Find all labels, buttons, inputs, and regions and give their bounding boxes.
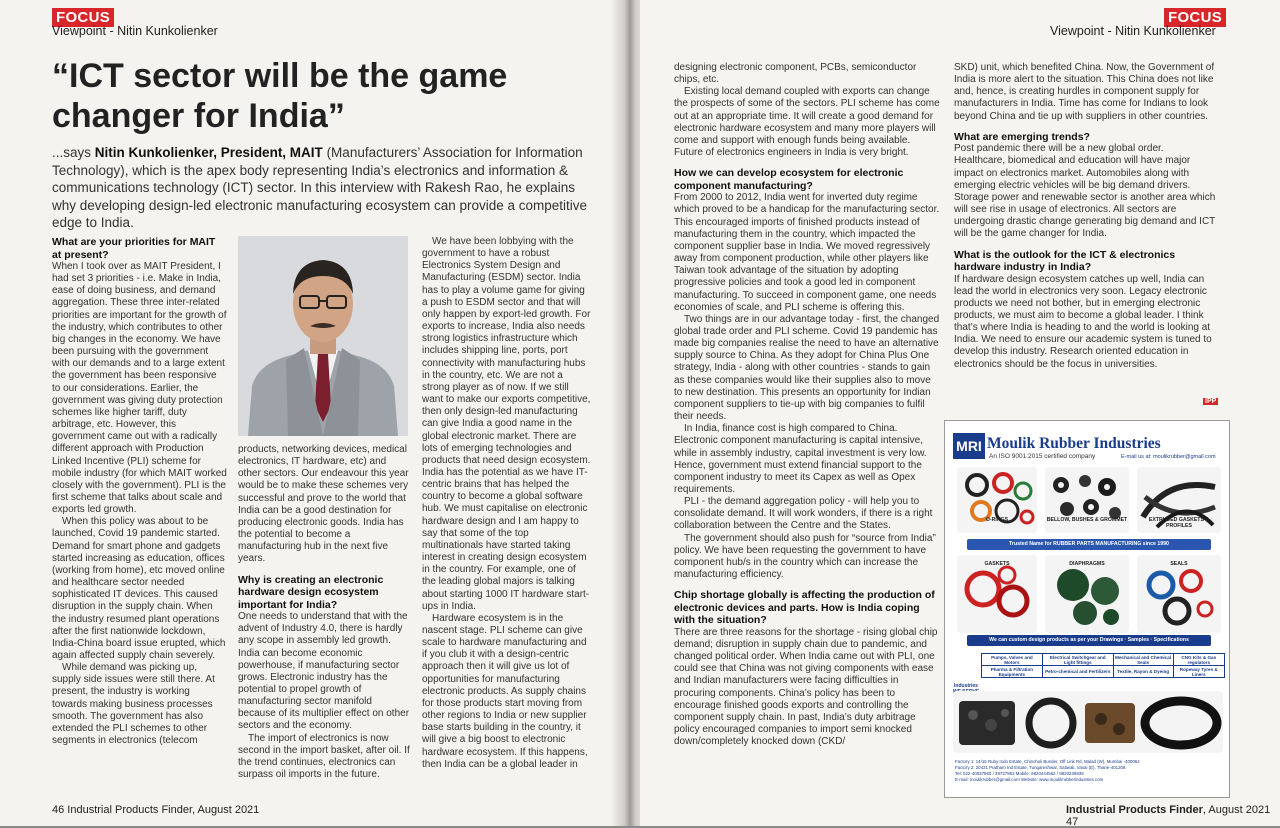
answer-paragraph: Existing local demand coupled with exports can change the prospects of some of the sectors. PLI scheme has come out at an appropriate time. It will create a good demand for electronic hardware ecosystem and many more players will come and support with enough funds being available. Future of electronics engineers in India is very bright. [674, 86, 940, 159]
column-4 [674, 62, 940, 802]
article-headline: “ICT sector will be the game changer for India” [52, 57, 508, 135]
article-intro [52, 144, 592, 232]
mri-logo-icon: MRI [953, 433, 985, 459]
ad-web: E-mail: moulikrubber@gmail.com Website: www.moulikrubberindustries.com [955, 777, 1104, 782]
rubber-parts-strip-image [953, 691, 1223, 753]
ad-iso-line: An ISO 9001:2015 certified company [989, 453, 1096, 460]
cat-gaskets: GASKETS [984, 561, 1010, 567]
question-heading: How we can develop ecosystem for electronic component manufacturing? [674, 167, 904, 192]
answer-paragraph: The government should also push for “source from India” policy. We have been requesting the government to have component hub/s in the country which can increase the manufacturing efficiency. [674, 532, 936, 581]
cat-bellows: BELLOW, BUSHES & GROMMET [1046, 517, 1128, 523]
industry-cell: Ropeway Tyres & Liners [1173, 666, 1224, 678]
portrait-illustration [238, 236, 408, 436]
intro-text: (Manufacturers’ Association for Information Technology), which is the apex body representing India’s electronics and information & communications technology (ICT) sector. In this interview with Rakesh Rao, he explains why developing design-led electronic manufacturing ecosystem can provide a competitive edge to India. [52, 145, 588, 230]
ad-address-block [955, 759, 1221, 783]
o-rings-image [957, 467, 1037, 533]
moulik-rubber-advertisement [944, 420, 1230, 798]
answer-paragraph: In India, finance cost is high compared to China. Electronic component manufacturing is capital intensive, while in assembly industry, capital investment is very low. Hence, government must extend financial support to the component industry to meet its Capex as well as Opex requirements. [674, 423, 927, 495]
cat-diaphragms: DIAPHRAGMS [1069, 561, 1105, 567]
ad-brand-name: Moulik Rubber Industries [987, 435, 1161, 452]
focus-tag: FOCUS [1164, 8, 1226, 27]
question-heading: What are emerging trends? [954, 130, 1090, 143]
ad-banner-trusted: Trusted Name for RUBBER PARTS MANUFACTURING since 1990 [967, 539, 1211, 550]
intro-lead: ...says [52, 145, 95, 160]
answer-paragraph: Post pandemic there will be a new global order. Healthcare, biomedical and education will have major impact on electronics market. Automobiles along with emerging electric vehicles will be big demand drivers. Storage power and renewable sector is another area which will see rise in usage of electronics. All sectors are undergoing drastic change generating big demand and ICT will be the game changer for India. [954, 143, 1216, 240]
question-heading: What are your priorities for MAIT at present? [52, 236, 216, 261]
focus-tag: FOCUS [52, 8, 114, 27]
portrait-photo [238, 236, 408, 436]
industry-cell: CNG Kits & Gas regulators [1173, 654, 1224, 666]
cat-seals: SEALS [1170, 561, 1188, 567]
answer-paragraph: There are three reasons for the shortage - rising global chip demand; disruption in supply chain due to pandemic, and changed political order. When India came out with PLI, one could see that China was not giving components with ease and Indian manufacturers were facing difficulties in procuring components. China’s policy has been to encourage finished goods exports and controlling the component supply chain. In past, India’s duty arbitrage policy encouraged companies to import semi knocked down/completely knocked down (CKD/ [674, 626, 938, 748]
viewpoint-label: Viewpoint - Nitin Kunkolienker [1050, 24, 1216, 38]
answer-paragraph: products, networking devices, medical electronics, IT hardware, etc) and other sectors. Our endeavour this year would be to make these schemes very successful and prove to the world that India can be a good destination for producing electronic goods. India has the potential to become a manufacturing hub in the next five years. [238, 444, 409, 565]
answer-paragraph: While demand was picking up, supply side issues were still there. At present, the industry is working towards making business processes smooth. The government has also extended the PLI schemes to other segments in electronics (telecom [52, 662, 215, 747]
page-footer-right [1066, 804, 1280, 828]
industry-cell: Textile, Rayon & Dyeing [1113, 666, 1173, 678]
bellows-image [1045, 467, 1129, 533]
column-2 [238, 444, 410, 802]
ad-phone: Tel: 022-40037860 / 28727863 Mobile: 9820444562 / 9820239838 [955, 771, 1084, 776]
industries-grid [981, 653, 1225, 678]
viewpoint-label: Viewpoint - Nitin Kunkolienker [52, 24, 218, 38]
cat-extruded: EXTRUDED GASKETS & PROFILES [1148, 517, 1210, 529]
column-1 [52, 236, 227, 802]
industry-cell: Electrical Switchgear and Light fittings [1042, 654, 1113, 666]
answer-paragraph: SKD) unit, which benefited China. Now, the Government of India is more alert to the situation. This China does not like and, hence, is creating hurdles in component supply for manufacturers in India. Time has come for Indians to look beyond China and tie up with suppliers in other countries. [954, 62, 1215, 122]
page-footer-left: 46 Industrial Products Finder, August 2021 [52, 804, 260, 816]
answer-paragraph: If hardware design ecosystem catches up well, India can lead the world in electronics very soon. Legacy electronic products we need not bother, but in emerging electronic products, we must aim to become a global leader. I think that’s where India is heading to and the world is looking at India. We need to ensure our academic system is tuned to develop this industry. Research oriented education in electronics should be the focus in universities. [954, 273, 1212, 370]
question-heading: Why is creating an electronic hardware design ecosystem important for India? [238, 573, 384, 611]
industry-cell: Pharma & Filtration Equipments [982, 666, 1043, 678]
answer-paragraph: Two things are in our advantage today - first, the changed global trade order and PLI scheme. Covid 19 pandemic has made big companies realise the need to have an alternative supply source to China. As they adopt for China Plus One strategy, India - along with other countries - stands to gain as these companies would like their supplies also to move to new destination. This presents an opportunity for Indian component suppliers to tie-up with big companies to fulfil their needs. [674, 313, 940, 423]
industry-cell: Mechanical and Chemical Seals [1115, 654, 1172, 665]
ad-industries-label: Industries [954, 683, 978, 689]
answer-paragraph: PLI - the demand aggregation policy - will help you to consolidate demand. It will work wonders, if there is a right collaboration between the Centre and the States. [674, 496, 933, 532]
industry-cell: Pumps, Valves and Motors [982, 654, 1043, 666]
answer-paragraph: We have been lobbying with the government to have a robust Electronics System Design and Manufacturing (ESDM) sector. India has to play a volume game for giving a push to ESDM sector and that will only happen by export-led growth. For exports to increase, India also needs strong logistics infrastructure which includes shipping line, ports, port connectivity with manufacturing hubs in the country, etc. We are not a strong player as of now. If we still want to make our exports competitive, then only design-led manufacturing can give India a good name in the global electronic market. There are lots of emerging technologies and products that need design ecosystem. India has the potential as we have IT-centric brains that has helped the country to become a global software hub. We must capitalise on electronic hardware design and I am happy to say that some of the top multinationals have started taking interest in creating design ecosystem in the country. For example, one of the leading global majors is talking about starting 1000 IT hardware start-ups in India. [422, 236, 591, 612]
answer-paragraph: When this policy was about to be launched, Covid 19 pandemic started. Demand for smart phone and gadgets started increasing as education, offices (working from home), etc moved online and healthcare sector needed sophisticated IT devices. This caused disruption in the supply chain. When the industry resumed plant operations after the first nationwide lockdown, India-China board issue erupted, which again affected supply chain severely. [52, 516, 226, 661]
answer-paragraph: When I took over as MAIT President, I had set 3 priorities - i.e. Make in India, ease of doing business, and demand aggregation. These three inter-related priorities are important for the growth of the industry, which contributes to other big changes in the economy. We have been pursuing with the government with our demands and to a large extent the government has been responsive to our considerations. Earlier, the government was giving duty protection schemes like higher tariff, duty arbitrage, etc. However, this government came out with a radically different approach with Production Linked Incentive (PLI) scheme for mobile industry (for which MAIT worked closely with the government). PLI is the first scheme that talks about scale and exports led growth. [52, 261, 227, 516]
footer-issue: , August 2021 47 [1066, 804, 1271, 828]
cat-o-rings: O-RINGS [985, 517, 1009, 523]
question-heading: What is the outlook for the ICT & electronics hardware industry in India? [954, 248, 1176, 274]
question-heading: Chip shortage globally is affecting the production of electronic devices and parts. How is India coping with the situation? [674, 589, 935, 627]
intro-speaker: Nitin Kunkolienker, President, MAIT [94, 145, 323, 160]
answer-paragraph: From 2000 to 2012, India went for inverted duty regime which proved to be a handicap for the manufacturing sector. This encouraged imports of finished products instead of manufacturing them in the country, which impacted the component supplier base in India. We moved regressively away from component production, while other players like Taiwan took advantage of the situation by adopting progressive policies and took a good led in component manufacturing. To succeed in component game, one needs economies of scale, and PLI scheme is offering this. [674, 192, 940, 313]
ipp-end-mark: IPP [1205, 398, 1217, 405]
footer-magazine: Industrial Products Finder [1066, 804, 1203, 816]
answer-paragraph: One needs to understand that with the advent of Industry 4.0, there is hardly any scope in assembly led growth. India can become economic powerhouse, if manufacturing sector grows. Electronic industry has the potential to propel growth of manufacturing sector manifold because of its multiplier effect on other sectors and the economy. [238, 611, 410, 732]
ad-email: E-mail us at: moulikrubber@gmail.com [1121, 454, 1216, 460]
ad-factory-2: Factory 2: 20421 Pratham Ind Estate, Tungareshwar, Satiwali, Vasai (E), Thane-401208 [955, 765, 1126, 770]
answer-paragraph: The import of electronics is now second in the import basket, after oil. If the trend continues, electronics can surpass oil imports in the future. [238, 732, 410, 781]
answer-paragraph: designing electronic component, PCBs, semiconductor chips, etc. [674, 62, 917, 86]
industry-cell: Petro-chemical and Fertilizers [1042, 666, 1113, 678]
column-5 [954, 62, 1216, 408]
ad-factory-1: Factory 1: 14/15 Ruby Indo Estate, Chincholi Bunder, Off Link Rd, Malad (W), Mumbai -400064 [955, 759, 1140, 764]
answer-paragraph: Hardware ecosystem is in the nascent stage. PLI scheme can give scale to hardware manufacturing and if you club it with a design-centric approach then it will give us lot of opportunities for manufacturing electronic products. As supply chains for those products start moving from other regions to India or new supplier base starts building in the country, it will give a big boost to electronic hardware ecosystem. If this happens, then India can be a global leader in [422, 612, 588, 770]
left-page [0, 0, 618, 826]
ad-banner-custom: We can custom design products as per your Drawings · Samples · Specifications [967, 635, 1211, 646]
column-3 [422, 236, 592, 802]
